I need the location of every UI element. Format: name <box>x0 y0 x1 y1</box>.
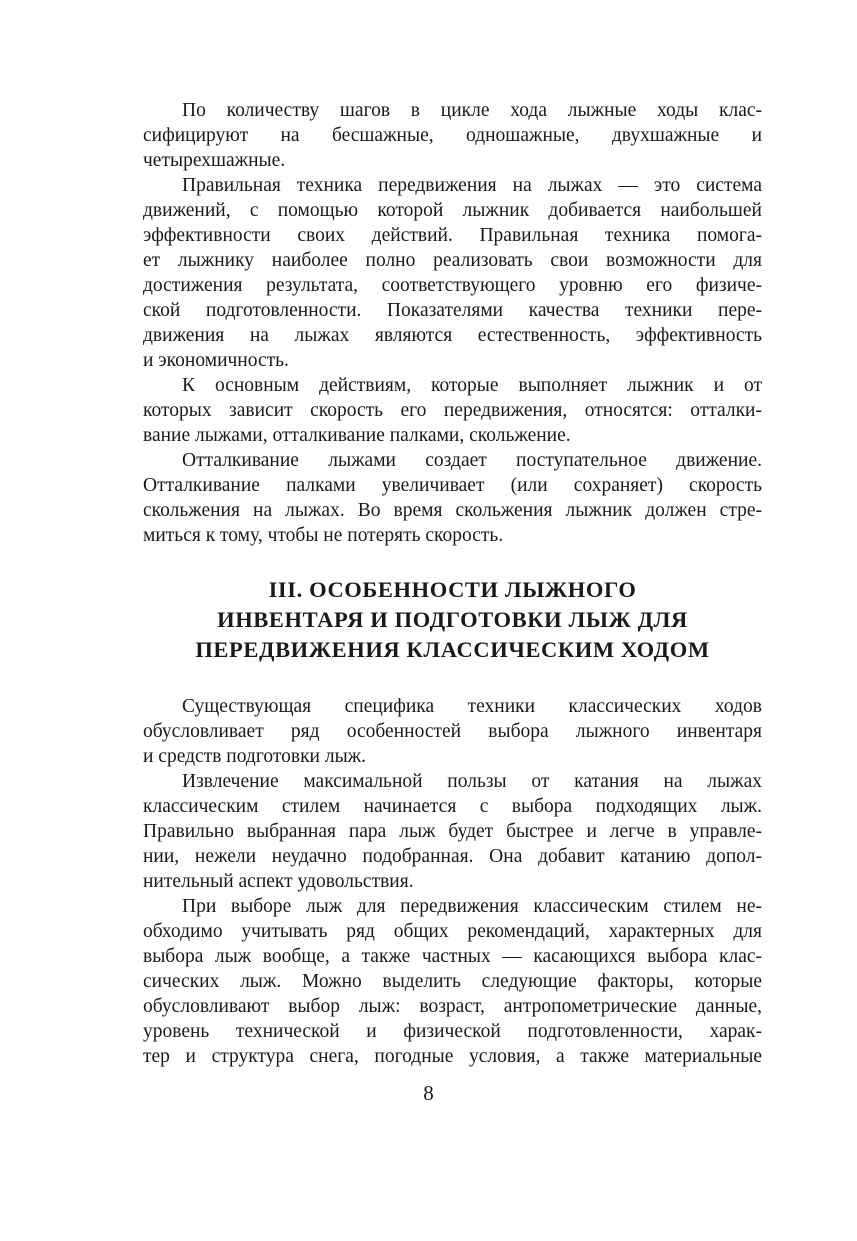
text-line: сифицируют на бесшажные, одношажные, двухшажные и <box>143 125 762 146</box>
text-line: достижения результата, соответствующего уровню его физиче- <box>143 275 762 296</box>
heading-line: III. ОСОБЕННОСТИ ЛЫЖНОГО <box>268 577 637 602</box>
text-line: скольжения на лыжах. Во время скольжения лыжник должен стре- <box>143 500 762 521</box>
page-body <box>143 98 762 1069</box>
text-line: Правильная техника передвижения на лыжах — это система <box>182 175 762 196</box>
paragraph <box>143 769 762 894</box>
heading-line: ИНВЕНТАРЯ И ПОДГОТОВКИ ЛЫЖ ДЛЯ <box>217 607 688 632</box>
text-line: эффективности своих действий. Правильная техника помога- <box>143 225 762 246</box>
paragraph <box>143 98 762 173</box>
heading-line: ПЕРЕДВИЖЕНИЯ КЛАССИЧЕСКИМ ХОДОМ <box>195 637 710 662</box>
text-line: Правильно выбранная пара лыж будет быстрее и легче в управле- <box>143 821 762 842</box>
text-line: Отталкивание палками увеличивает (или сохраняет) скорость <box>143 475 762 496</box>
text-line: и экономичность. <box>143 350 289 371</box>
paragraph <box>143 373 762 448</box>
text-line: ской подготовленности. Показателями качества техники пере- <box>143 300 762 321</box>
text-line: По количеству шагов в цикле хода лыжные ходы клас- <box>182 100 762 121</box>
text-line: движения на лыжах являются естественность, эффективность <box>143 325 762 346</box>
text-line: сических лыж. Можно выделить следующие факторы, которые <box>143 971 762 992</box>
text-line: уровень технической и физической подготовленности, харак- <box>143 1021 762 1042</box>
paragraph <box>143 694 762 769</box>
text-line: вание лыжами, отталкивание палками, скольжение. <box>143 425 571 446</box>
text-line: и средств подготовки лыж. <box>143 746 367 767</box>
text-line: которых зависит скорость его передвижения, относятся: отталки- <box>143 400 762 421</box>
text-line: Отталкивание лыжами создает поступательное движение. <box>182 450 762 471</box>
page-number: 8 <box>423 1081 434 1105</box>
text-line: тер и структура снега, погодные условия, а также материальные <box>143 1046 762 1067</box>
text-line: К основным действиям, которые выполняет лыжник и от <box>182 375 762 396</box>
text-line: четырехшажные. <box>143 150 286 171</box>
paragraph <box>143 448 762 548</box>
text-line: обусловливают выбор лыж: возраст, антропометрические данные, <box>143 996 762 1017</box>
text-line: Извлечение максимальной пользы от катания на лыжах <box>182 771 762 792</box>
text-line: нии, нежели неудачно подобранная. Она добавит катанию допол- <box>143 846 762 867</box>
text-line: выбора лыж вообще, а также частных — касающихся выбора клас- <box>143 946 762 967</box>
text-line: миться к тому, чтобы не потерять скорость. <box>143 525 504 546</box>
text-line: движений, с помощью которой лыжник добивается наибольшей <box>143 200 762 221</box>
text-line: классическим стилем начинается с выбора подходящих лыж. <box>143 796 762 817</box>
text-line: При выборе лыж для передвижения классическим стилем не- <box>182 896 762 917</box>
text-line: обходимо учитывать ряд общих рекомендаций, характерных для <box>143 921 762 942</box>
section-heading <box>143 575 762 665</box>
paragraph <box>143 894 762 1069</box>
text-line: нительный аспект удовольствия. <box>143 871 414 892</box>
paragraph <box>143 173 762 373</box>
text-line: Существующая специфика техники классических ходов <box>182 696 762 717</box>
text-line: обусловливает ряд особенностей выбора лыжного инвентаря <box>143 721 762 742</box>
text-line: ет лыжнику наиболее полно реализовать свои возможности для <box>143 250 762 271</box>
